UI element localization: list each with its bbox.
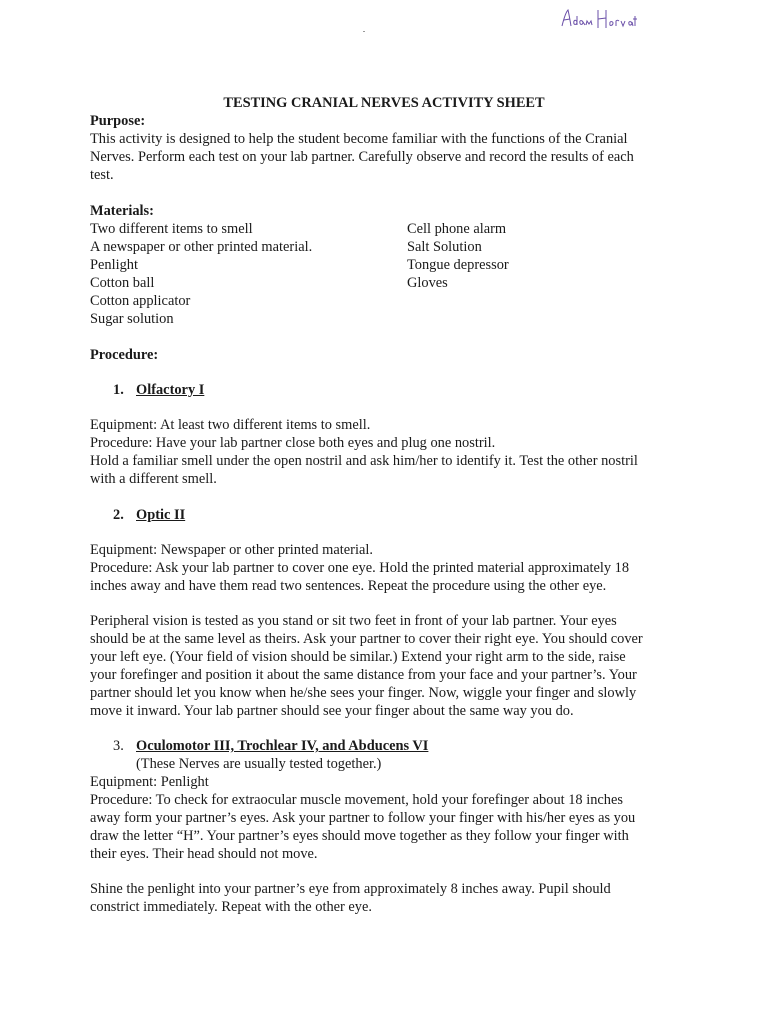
section-text-line: with a different smell.	[90, 471, 217, 487]
section-title: Oculomotor III, Trochlear IV, and Abducens VI	[136, 738, 429, 754]
section-title: Optic II	[136, 507, 186, 523]
material-item: Penlight	[90, 257, 138, 273]
purpose-heading: Purpose:	[90, 113, 146, 129]
section-text-line: inches away and have them read two sentences. Repeat the procedure using the other eye.	[90, 578, 607, 594]
section-text-line: Equipment: Penlight	[90, 774, 209, 790]
section-text-line: Equipment: Newspaper or other printed material.	[90, 542, 373, 558]
section-text-line: Hold a familiar smell under the open nostril and ask him/her to identify it. Test the other nostril	[90, 453, 638, 469]
section-title: Olfactory I	[136, 382, 205, 398]
material-item: Two different items to smell	[90, 221, 253, 237]
material-item: A newspaper or other printed material.	[90, 239, 313, 255]
purpose-text-line: Nerves. Perform each test on your lab partner. Carefully observe and record the results of each	[90, 149, 634, 165]
section-text-line: Procedure: Ask your lab partner to cover one eye. Hold the printed material approximately 18	[90, 560, 630, 576]
handwritten-signature	[558, 4, 638, 34]
material-item: Cotton applicator	[90, 293, 191, 309]
section-text-line: Procedure: Have your lab partner close both eyes and plug one nostril.	[90, 435, 496, 451]
section-text-line: draw the letter “H”. Your partner’s eyes should move together as they follow your finger with	[90, 828, 629, 844]
section-text-line: partner should let you know when he/she sees your finger. Now, wiggle your finger and slowly	[90, 685, 637, 701]
material-item: Sugar solution	[90, 311, 174, 327]
material-item: Gloves	[407, 275, 448, 291]
section-text-line: your forefinger and position it about the same distance from your face and your partner’s. Your	[90, 667, 637, 683]
material-item: Cotton ball	[90, 275, 155, 291]
section-text-line: should be at the same level as theirs. Ask your partner to cover their right eye. You should cover	[90, 631, 643, 647]
section-number: 2.	[113, 507, 124, 523]
purpose-text-line: test.	[90, 167, 114, 183]
section-text-line: their eyes. Their head should not move.	[90, 846, 318, 862]
material-item: Salt Solution	[407, 239, 482, 255]
section-number: 1.	[113, 382, 124, 398]
section-text-line: Equipment: At least two different items to smell.	[90, 417, 371, 433]
section-number: 3.	[113, 738, 124, 754]
section-text-line: Peripheral vision is tested as you stand or sit two feet in front of your lab partner. Your eyes	[90, 613, 617, 629]
section-text-line: Shine the penlight into your partner’s eye from approximately 8 inches away. Pupil should	[90, 881, 611, 897]
section-text-line: move it inward. Your lab partner should see your finger about the same way you do.	[90, 703, 574, 719]
purpose-text-line: This activity is designed to help the student become familiar with the functions of the Cranial	[90, 131, 628, 147]
section-text-line: constrict immediately. Repeat with the other eye.	[90, 899, 372, 915]
section-text-line: Procedure: To check for extraocular muscle movement, hold your forefinger about 18 inches	[90, 792, 623, 808]
stray-mark	[363, 31, 365, 32]
section-text-line: your left eye. (Your field of vision should be similar.) Extend your right arm to the side, raise	[90, 649, 626, 665]
section-text-line: away form your partner’s eyes. Ask your partner to follow your finger with his/her eyes as you	[90, 810, 636, 826]
procedure-heading: Procedure:	[90, 347, 159, 363]
section-note: (These Nerves are usually tested together.)	[136, 756, 382, 772]
material-item: Cell phone alarm	[407, 221, 507, 237]
material-item: Tongue depressor	[407, 257, 509, 273]
materials-heading: Materials:	[90, 203, 154, 219]
page-title: TESTING CRANIAL NERVES ACTIVITY SHEET	[223, 95, 545, 111]
